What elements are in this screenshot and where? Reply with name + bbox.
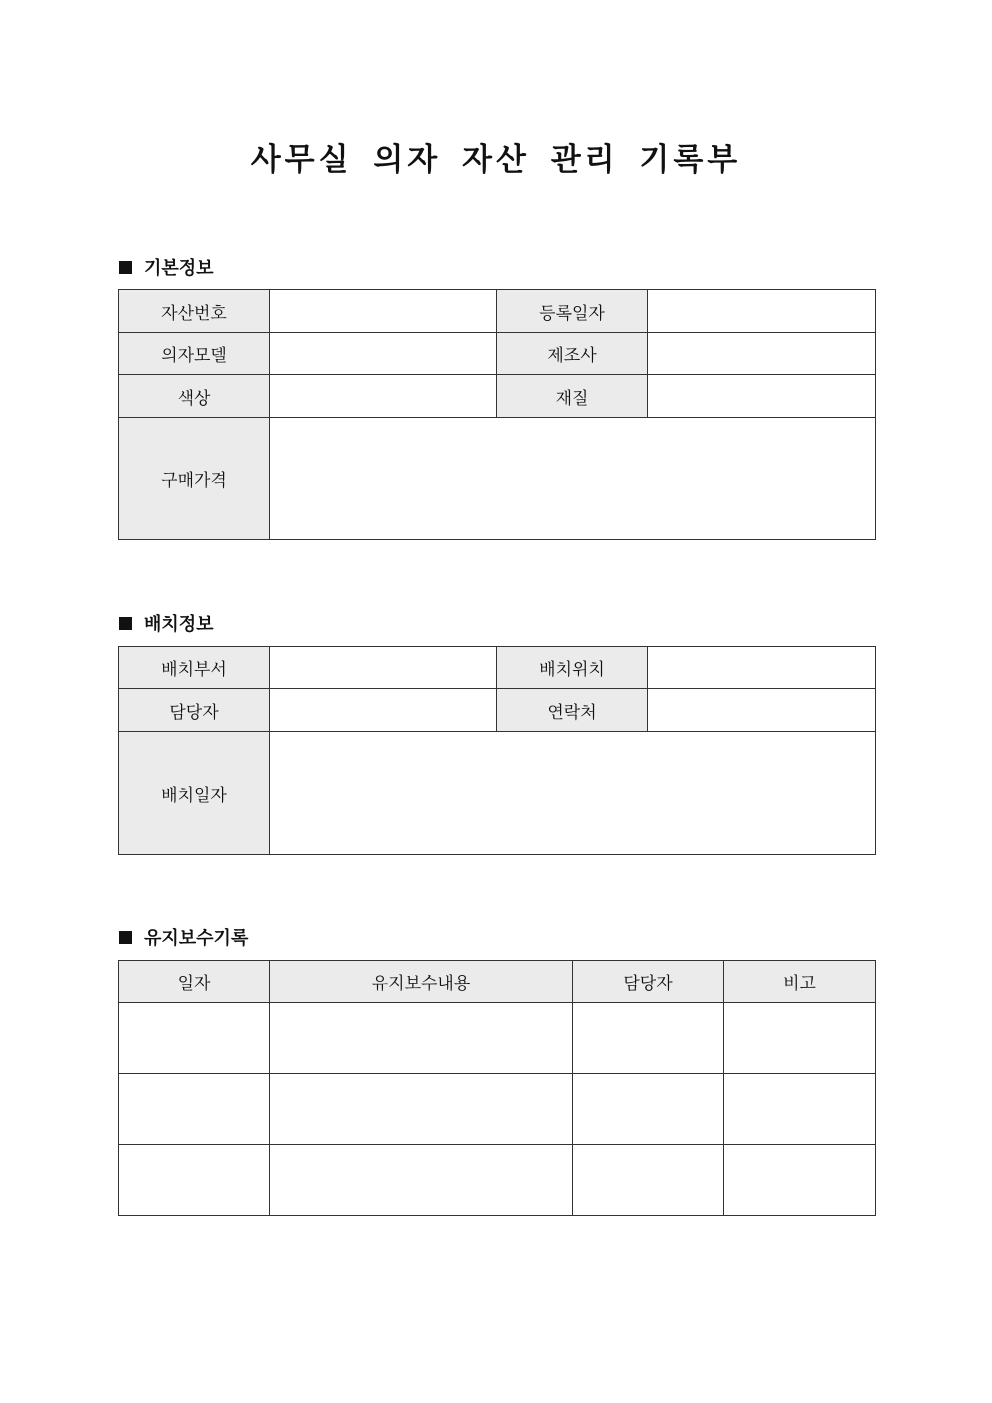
field-asset-number[interactable] — [270, 290, 497, 333]
cell-content[interactable] — [270, 1074, 573, 1145]
cell-content[interactable] — [270, 1145, 573, 1216]
label-manager: 담당자 — [119, 689, 270, 732]
label-chair-model: 의자모델 — [119, 333, 270, 375]
field-material[interactable] — [648, 375, 876, 418]
label-location: 배치위치 — [497, 647, 648, 689]
section-heading-placement — [119, 610, 214, 636]
maintenance-table — [118, 960, 876, 1216]
label-contact: 연락처 — [497, 689, 648, 732]
label-department: 배치부서 — [119, 647, 270, 689]
field-manufacturer[interactable] — [648, 333, 876, 375]
square-bullet-icon — [119, 617, 132, 630]
basic-info-table — [118, 289, 876, 540]
cell-content[interactable] — [270, 1003, 573, 1074]
section-heading-maintenance — [119, 924, 248, 950]
label-purchase-price: 구매가격 — [119, 418, 270, 540]
column-header-date: 일자 — [119, 961, 270, 1003]
square-bullet-icon — [119, 931, 132, 944]
section-heading-label: 배치정보 — [144, 614, 214, 635]
section-heading-basic — [119, 254, 214, 280]
column-header-manager: 담당자 — [573, 961, 724, 1003]
cell-date[interactable] — [119, 1074, 270, 1145]
label-registration-date: 등록일자 — [497, 290, 648, 333]
field-manager[interactable] — [270, 689, 497, 732]
page-title: 사무실 의자 자산 관리 기록부 — [250, 142, 742, 178]
field-placement-date[interactable] — [270, 732, 876, 855]
field-location[interactable] — [648, 647, 876, 689]
label-placement-date: 배치일자 — [119, 732, 270, 855]
cell-manager[interactable] — [573, 1074, 724, 1145]
field-registration-date[interactable] — [648, 290, 876, 333]
cell-date[interactable] — [119, 1003, 270, 1074]
label-color: 색상 — [119, 375, 270, 418]
table-row — [119, 1003, 876, 1074]
cell-remarks[interactable] — [724, 1074, 876, 1145]
section-heading-label: 기본정보 — [144, 258, 214, 279]
label-asset-number: 자산번호 — [119, 290, 270, 333]
label-manufacturer: 제조사 — [497, 333, 648, 375]
table-row — [119, 1145, 876, 1216]
field-purchase-price[interactable] — [270, 418, 876, 540]
field-color[interactable] — [270, 375, 497, 418]
section-heading-label: 유지보수기록 — [144, 928, 249, 949]
cell-manager[interactable] — [573, 1145, 724, 1216]
field-department[interactable] — [270, 647, 497, 689]
cell-date[interactable] — [119, 1145, 270, 1216]
column-header-remarks: 비고 — [724, 961, 876, 1003]
cell-remarks[interactable] — [724, 1003, 876, 1074]
placement-info-table — [118, 646, 876, 855]
cell-manager[interactable] — [573, 1003, 724, 1074]
label-material: 재질 — [497, 375, 648, 418]
table-row — [119, 1074, 876, 1145]
cell-remarks[interactable] — [724, 1145, 876, 1216]
field-contact[interactable] — [648, 689, 876, 732]
column-header-content: 유지보수내용 — [270, 961, 573, 1003]
square-bullet-icon — [119, 261, 132, 274]
field-chair-model[interactable] — [270, 333, 497, 375]
